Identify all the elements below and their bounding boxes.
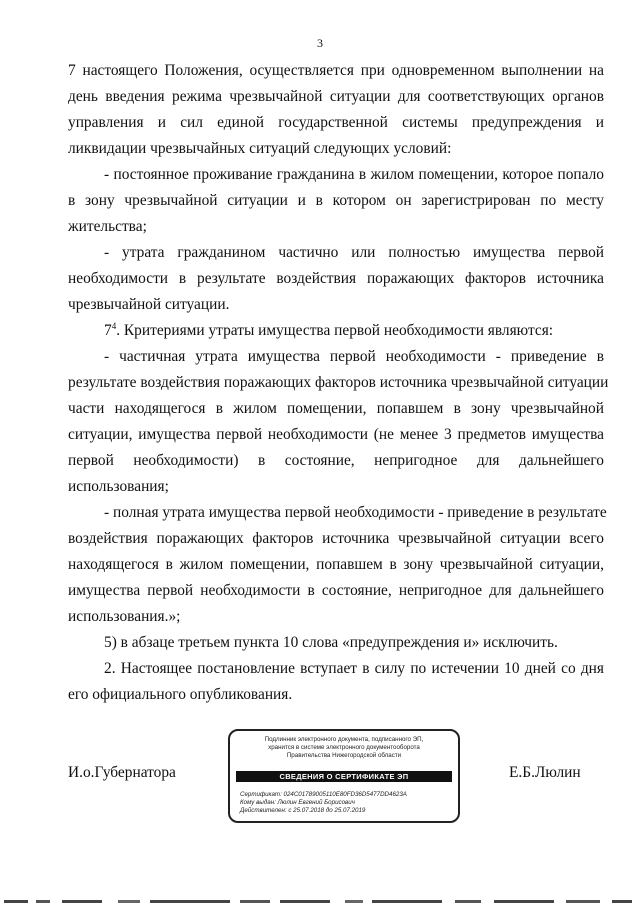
paragraph-effective-date: [68, 656, 604, 708]
criteria-text: . Критериями утраты имущества первой необходимости являются:: [116, 322, 554, 339]
list-item-full-loss: [68, 500, 607, 630]
stamp-title: СВЕДЕНИЯ О СЕРТИФИКАТЕ ЭП: [236, 771, 452, 782]
paragraph-amendment-5: [68, 630, 604, 656]
text-line: - утрата гражданином частично или полностью имущества первой: [104, 244, 604, 261]
text-line: результате воздействия поражающих факторов источника чрезвычайной ситуации: [68, 374, 609, 391]
text-line: в зону чрезвычайной ситуации и в котором он зарегистрирован по месту: [68, 192, 604, 209]
certificate-owner: Кому выдан: Люлин Евгений Борисович: [240, 799, 355, 806]
text-line: 5) в абзаце третьем пункта 10 слова «предупреждения и» исключить.: [104, 634, 558, 651]
certificate-number: Сертификат: 024C01789005110E80FD36D5477DD4623A: [240, 791, 407, 798]
page-number: 3: [317, 36, 323, 50]
text-line: использования;: [68, 478, 169, 495]
text-line: - постоянное проживание гражданина в жилом помещении, которое попало: [104, 166, 604, 183]
paragraph-intro: [68, 58, 604, 162]
list-item-residence: [68, 162, 604, 240]
signatory-name: Е.Б.Люлин: [509, 764, 581, 781]
signatory-position: И.о.Губернатора: [68, 764, 176, 781]
text-line: управления и сил единой государственной системы предупреждения и: [68, 114, 604, 131]
text-line: 7 настоящего Положения, осуществляется при одновременном выполнении на: [68, 62, 604, 79]
text-line: день введения режима чрезвычайной ситуации для соответствующих органов: [68, 88, 604, 105]
text-line: имущества первой необходимости в состояние, непригодное для дальнейшего: [68, 582, 604, 599]
stamp-details: [240, 791, 452, 815]
list-item-property-loss: [68, 240, 604, 318]
text-line: жительства;: [68, 218, 147, 235]
superscript: 4: [111, 320, 117, 331]
text-line: - частичная утрата имущества первой необходимости - приведение в: [104, 348, 604, 365]
text-line: находящегося в жилом помещении, попавшем в зону чрезвычайной ситуации,: [68, 556, 604, 573]
text-line: ликвидации чрезвычайных ситуаций следующих условий:: [68, 140, 452, 157]
text-line: воздействия поражающих факторов источника чрезвычайной ситуации всего: [68, 530, 604, 547]
list-item-partial-loss: [68, 344, 609, 500]
text-line: чрезвычайной ситуации.: [68, 296, 230, 313]
scan-artifact: [0, 896, 640, 905]
text-line: использования.»;: [68, 608, 181, 625]
text-line: необходимости в результате воздействия поражающих факторов источника: [68, 270, 604, 287]
certificate-validity: Действителен: с 25.07.2018 до 25.07.2019: [240, 807, 366, 814]
text-line: его официального опубликования.: [68, 686, 293, 703]
paragraph-number: 7: [104, 322, 112, 339]
e-signature-stamp: [228, 729, 460, 823]
text-line: 2. Настоящее постановление вступает в силу по истечении 10 дней со дня: [104, 660, 604, 677]
paragraph-criteria: [68, 318, 604, 344]
stamp-header: Подлинник электронного документа, подписанного ЭП, хранится в системе электронного документооборота Правительства Нижегородской области: [264, 736, 424, 759]
text-line: первой необходимости) в состояние, непригодное для дальнейшего: [68, 452, 604, 469]
text-line: части находящегося в жилом помещении, попавшем в зону чрезвычайной: [68, 400, 604, 417]
text-line: - полная утрата имущества первой необходимости - приведение в результате: [104, 504, 607, 521]
text-line: ситуации, имущества первой необходимости (не менее 3 предметов имущества: [68, 426, 604, 443]
